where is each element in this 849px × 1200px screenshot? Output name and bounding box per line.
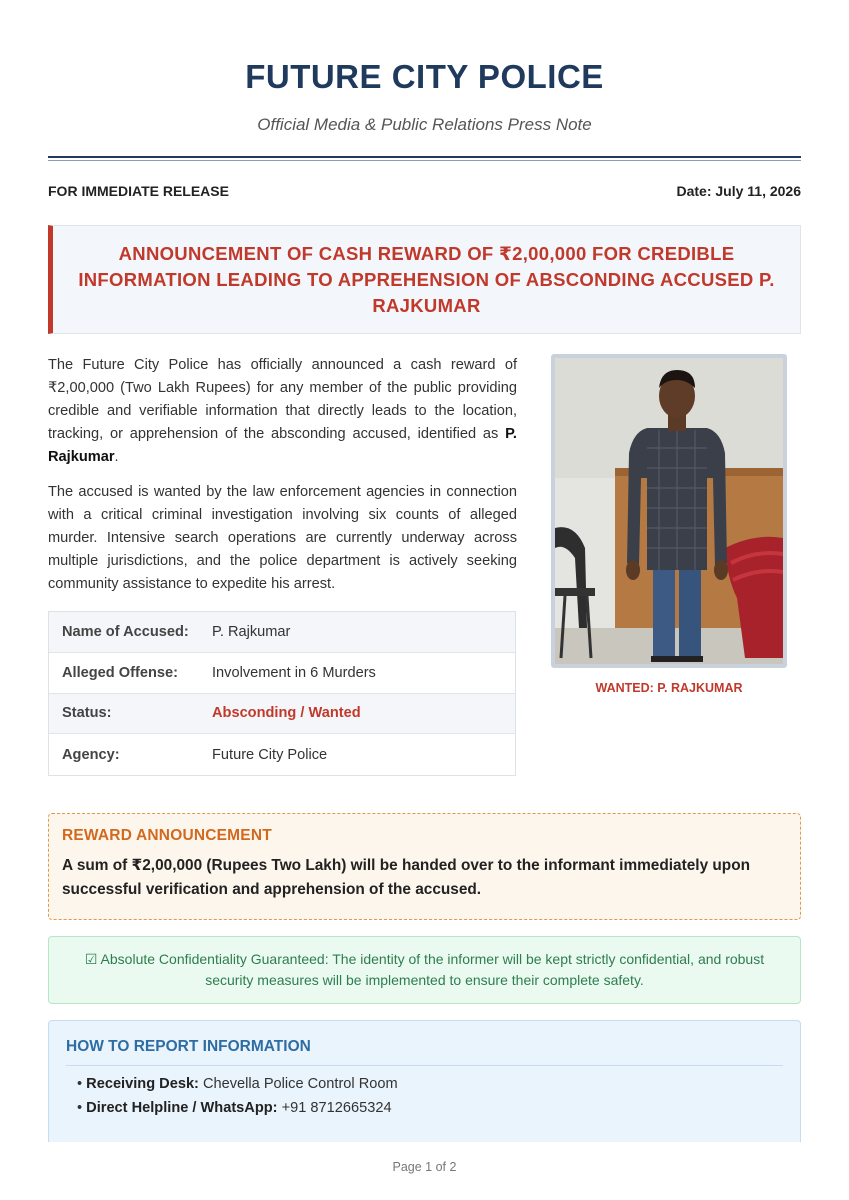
report-item-value: Chevella Police Control Room	[198, 1076, 398, 1092]
info-key: Name of Accused:	[62, 623, 189, 640]
body-paragraph-1-end: .	[114, 449, 119, 465]
reward-title: REWARD ANNOUNCEMENT	[62, 827, 272, 844]
accused-info-table	[48, 611, 516, 776]
organization-title: FUTURE CITY POLICE	[245, 58, 604, 95]
list-item: • Direct Helpline / WhatsApp: +91 8712665324	[77, 1100, 392, 1116]
table-row	[49, 694, 515, 735]
info-value: Involvement in 6 Murders	[212, 664, 376, 681]
table-row	[49, 653, 515, 694]
report-item-label: Direct Helpline / WhatsApp:	[86, 1100, 278, 1116]
table-row	[49, 734, 515, 775]
info-key: Alleged Offense:	[62, 664, 178, 681]
accused-name-inline: P. Rajkumar	[48, 426, 517, 465]
report-title: HOW TO REPORT INFORMATION	[66, 1038, 783, 1066]
body-paragraph-1-text: The Future City Police has officially announced a cash reward of ₹2,00,000 (Two Lakh Rupees) for any member of the public providing credible and verifiable information that directly leads to the location, tracking, or apprehension of the absconding accused, identified as	[48, 357, 517, 442]
release-date: Date: July 11, 2026	[676, 183, 801, 199]
header-divider-thin	[48, 160, 801, 161]
header-divider	[48, 156, 801, 158]
list-item: • Receiving Desk: Chevella Police Control Room	[77, 1076, 398, 1092]
accused-photo	[551, 354, 787, 668]
reward-announcement-box	[48, 813, 801, 920]
info-key: Status:	[62, 705, 112, 722]
info-value: Future City Police	[212, 746, 328, 763]
report-item-value: +91 8712665324	[277, 1100, 392, 1116]
confidentiality-text: ☑ Absolute Confidentiality Guaranteed: The identity of the informer will be kept strictly confidential, and robust security measures will be implemented to ensure their complete safety.	[84, 951, 765, 988]
reward-text: A sum of ₹2,00,000 (Rupees Two Lakh) will be handed over to the informant immediately upon successful verification and apprehension of the accused.	[62, 857, 751, 898]
release-label: FOR IMMEDIATE RELEASE	[48, 183, 229, 199]
table-row	[49, 612, 515, 653]
headline: ANNOUNCEMENT OF CASH REWARD OF ₹2,00,000 FOR CREDIBLE INFORMATION LEADING TO APPREHENSION OF ABSCONDING ACCUSED P. RAJKUMAR	[78, 242, 775, 316]
report-info-box	[48, 1020, 801, 1142]
document-subtitle: Official Media & Public Relations Press Note	[257, 115, 592, 134]
info-key: Agency:	[62, 746, 120, 763]
status-value: Absconding / Wanted	[212, 705, 361, 722]
info-value: P. Rajkumar	[212, 623, 291, 640]
page-number: Page 1 of 2	[392, 1160, 457, 1174]
release-row	[48, 183, 801, 199]
accused-photo-illustration	[555, 358, 783, 664]
photo-caption: WANTED: P. RAJKUMAR	[595, 681, 743, 695]
body-paragraph-2: The accused is wanted by the law enforcement agencies in connection with a critical criminal investigation involving six counts of alleged murder. Intensive search operations are currently underway across multiple jurisdictions, and the police department is actively seeking community assistance to expedite his arrest.	[48, 484, 517, 592]
confidentiality-box	[48, 936, 801, 1004]
report-item-label: Receiving Desk:	[86, 1076, 199, 1092]
body-paragraph-1	[48, 354, 517, 469]
headline-box	[48, 225, 801, 334]
